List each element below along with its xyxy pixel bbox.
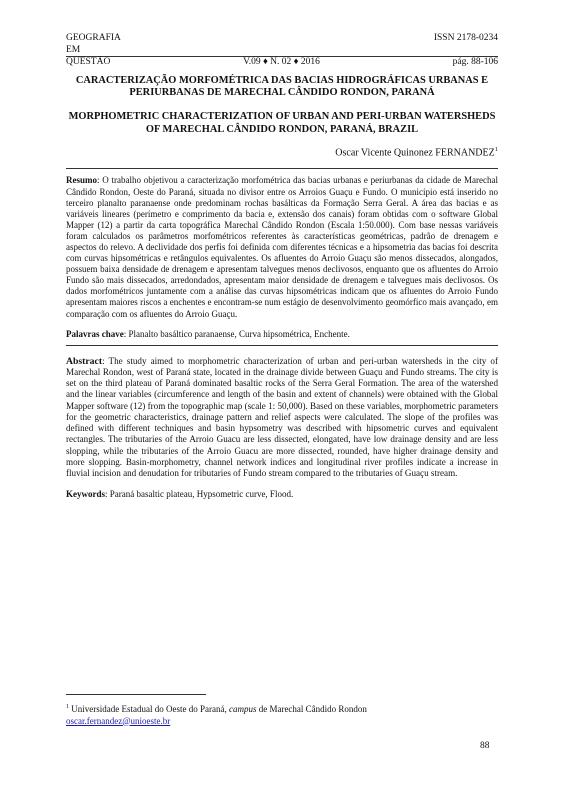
issn: ISSN 2178-0234 xyxy=(433,33,498,43)
page-range: pág. 88-106 xyxy=(452,57,498,67)
journal-name-line1: GEOGRAFIA xyxy=(66,33,121,43)
keywords-paragraph xyxy=(66,489,498,500)
keywords-text: : Paraná basaltic plateau, Hypsometric curve, Flood. xyxy=(105,489,294,500)
article-page xyxy=(66,33,498,500)
title-english: MORPHOMETRIC CHARACTERIZATION OF URBAN AND PERI-URBAN WATERSHEDS OF MARECHAL CÂNDIDO RONDON, PARANÁ, BRAZIL xyxy=(68,111,496,135)
page-number: 88 xyxy=(480,741,490,751)
palavras-chave-text: : Planalto basáltico paranaense, Curva hipsométrica, Enchente. xyxy=(123,328,350,339)
palavras-chave-label: Palavras chave xyxy=(66,328,124,339)
footnote xyxy=(66,694,498,727)
resumo-paragraph xyxy=(66,175,498,319)
author-name: Oscar Vicente Quinonez FERNANDEZ xyxy=(335,147,495,159)
section-divider xyxy=(66,345,498,346)
journal-name-line2: EM xyxy=(66,44,81,55)
section-divider xyxy=(66,168,498,169)
volume-info: V.09 ♦ N. 02 ♦ 2016 xyxy=(243,57,320,67)
affiliation-text-end: de Marechal Cândido Rondon xyxy=(256,704,367,714)
author-email-link[interactable]: oscar.fernandez@unioeste.br xyxy=(66,715,171,726)
author-line xyxy=(66,146,498,158)
affiliation-text: Universidade Estadual do Oeste do Paraná, xyxy=(69,704,229,714)
journal-name-line3: QUESTÃO xyxy=(66,57,111,67)
affiliation-campus: campus xyxy=(228,704,257,714)
palavras-chave-paragraph xyxy=(66,329,498,340)
abstract-text: : The study aimed to morphometric characterization of urban and peri-urban watersheds in the city of Marechal Rondon, west of Paraná state, located in the drainage divide between Guaçu and Fundo streams. The city is set on the third plateau of Paraná dominated basaltic rocks of the Serra Geral Formation. The area of the watershed and the linear variables (circumference and length of the basin and extent of channels) were obtained with the Global Mapper software (12) from the topographic map (scale 1: 50,000). Based on these variables, morphometric parameters for the geometric characteristics, drainage pattern and relief aspects were calculated. The slope of the profiles was defined with different techniques and basin hypsometry was described with hipsometric curves and equivalent rectangles. The tributaries of the Arroio Guacu are less dissected, elongated, have low drainage density and are less slopping, while the tributaries of the Arroio Guacu are more dissected, rounded, have higher drainage density and more slopping. Basin-morphometry, channel network indices and longitudinal river profiles indicate a increase in fluvial incision and denudation for tributaries of Fundo stream compared to the tributaries of Guaçu stream. xyxy=(66,355,498,479)
footnote-rule xyxy=(66,694,206,695)
keywords-label: Keywords xyxy=(66,489,105,500)
abstract-label: Abstract xyxy=(66,355,103,367)
resumo-label: Resumo xyxy=(66,175,97,186)
title-portuguese: CARACTERIZAÇÃO MORFOMÉTRICA DAS BACIAS HIDROGRÁFICAS URBANAS E PERIURBANAS DE MARECHAL CÂNDIDO RONDON, PARANÁ xyxy=(75,74,489,98)
abstract-paragraph xyxy=(66,356,498,480)
author-footnote-mark: 1 xyxy=(494,146,498,154)
resumo-text: : O trabalho objetivou a caracterização morfométrica das bacias urbanas e periurbanas da cidade de Marechal Cândido Rondon, Oeste do Paraná, situada no divisor entre os Arroios Guaçu e Fundo. O município está inserido no terceiro planalto paranaense onde predominam rochas basálticas da Formação Serra Geral. A área das bacias e as variáveis lineares (perímetro e comprimento da bacia e, extensão dos canais) foram obtidas com o software Global Mapper (12) a partir da carta topográfica Marechal Cândido Rondon (Escala 1:50.000). Com base nessas variáveis foram calculados os parâmetros morfométricos referentes às características geométricas, padrão de drenagem e aspectos do relevo. A declividade dos perfis foi definida com diferentes técnicas e a hipsometria das bacias foi descrita com curvas hipsométricas e retângulos equivalentes. Os afluentes do Arroio Guaçu são menos dissecados, alongados, possuem baixa densidade de drenagem e apresentam talvegues menos declivosos, enquanto que os afluentes do Arroio Fundo são mais dissecados, arredondados, apresentam maior densidade de drenagem e talvegues mais declivosos. Os dados morfométricos juntamente com a análise das curvas hipsométricas indicam que os afluentes do Arroio Fundo apresentam maiores riscos a enchentes e encontram-se num estágio de desenvolvimento geomórfico mais avançado, em comparação com os afluentes do Arroio Guaçu. xyxy=(66,175,498,319)
footnote-affiliation xyxy=(66,702,498,716)
footnote-mark: 1 xyxy=(66,704,69,710)
journal-header xyxy=(66,33,498,69)
